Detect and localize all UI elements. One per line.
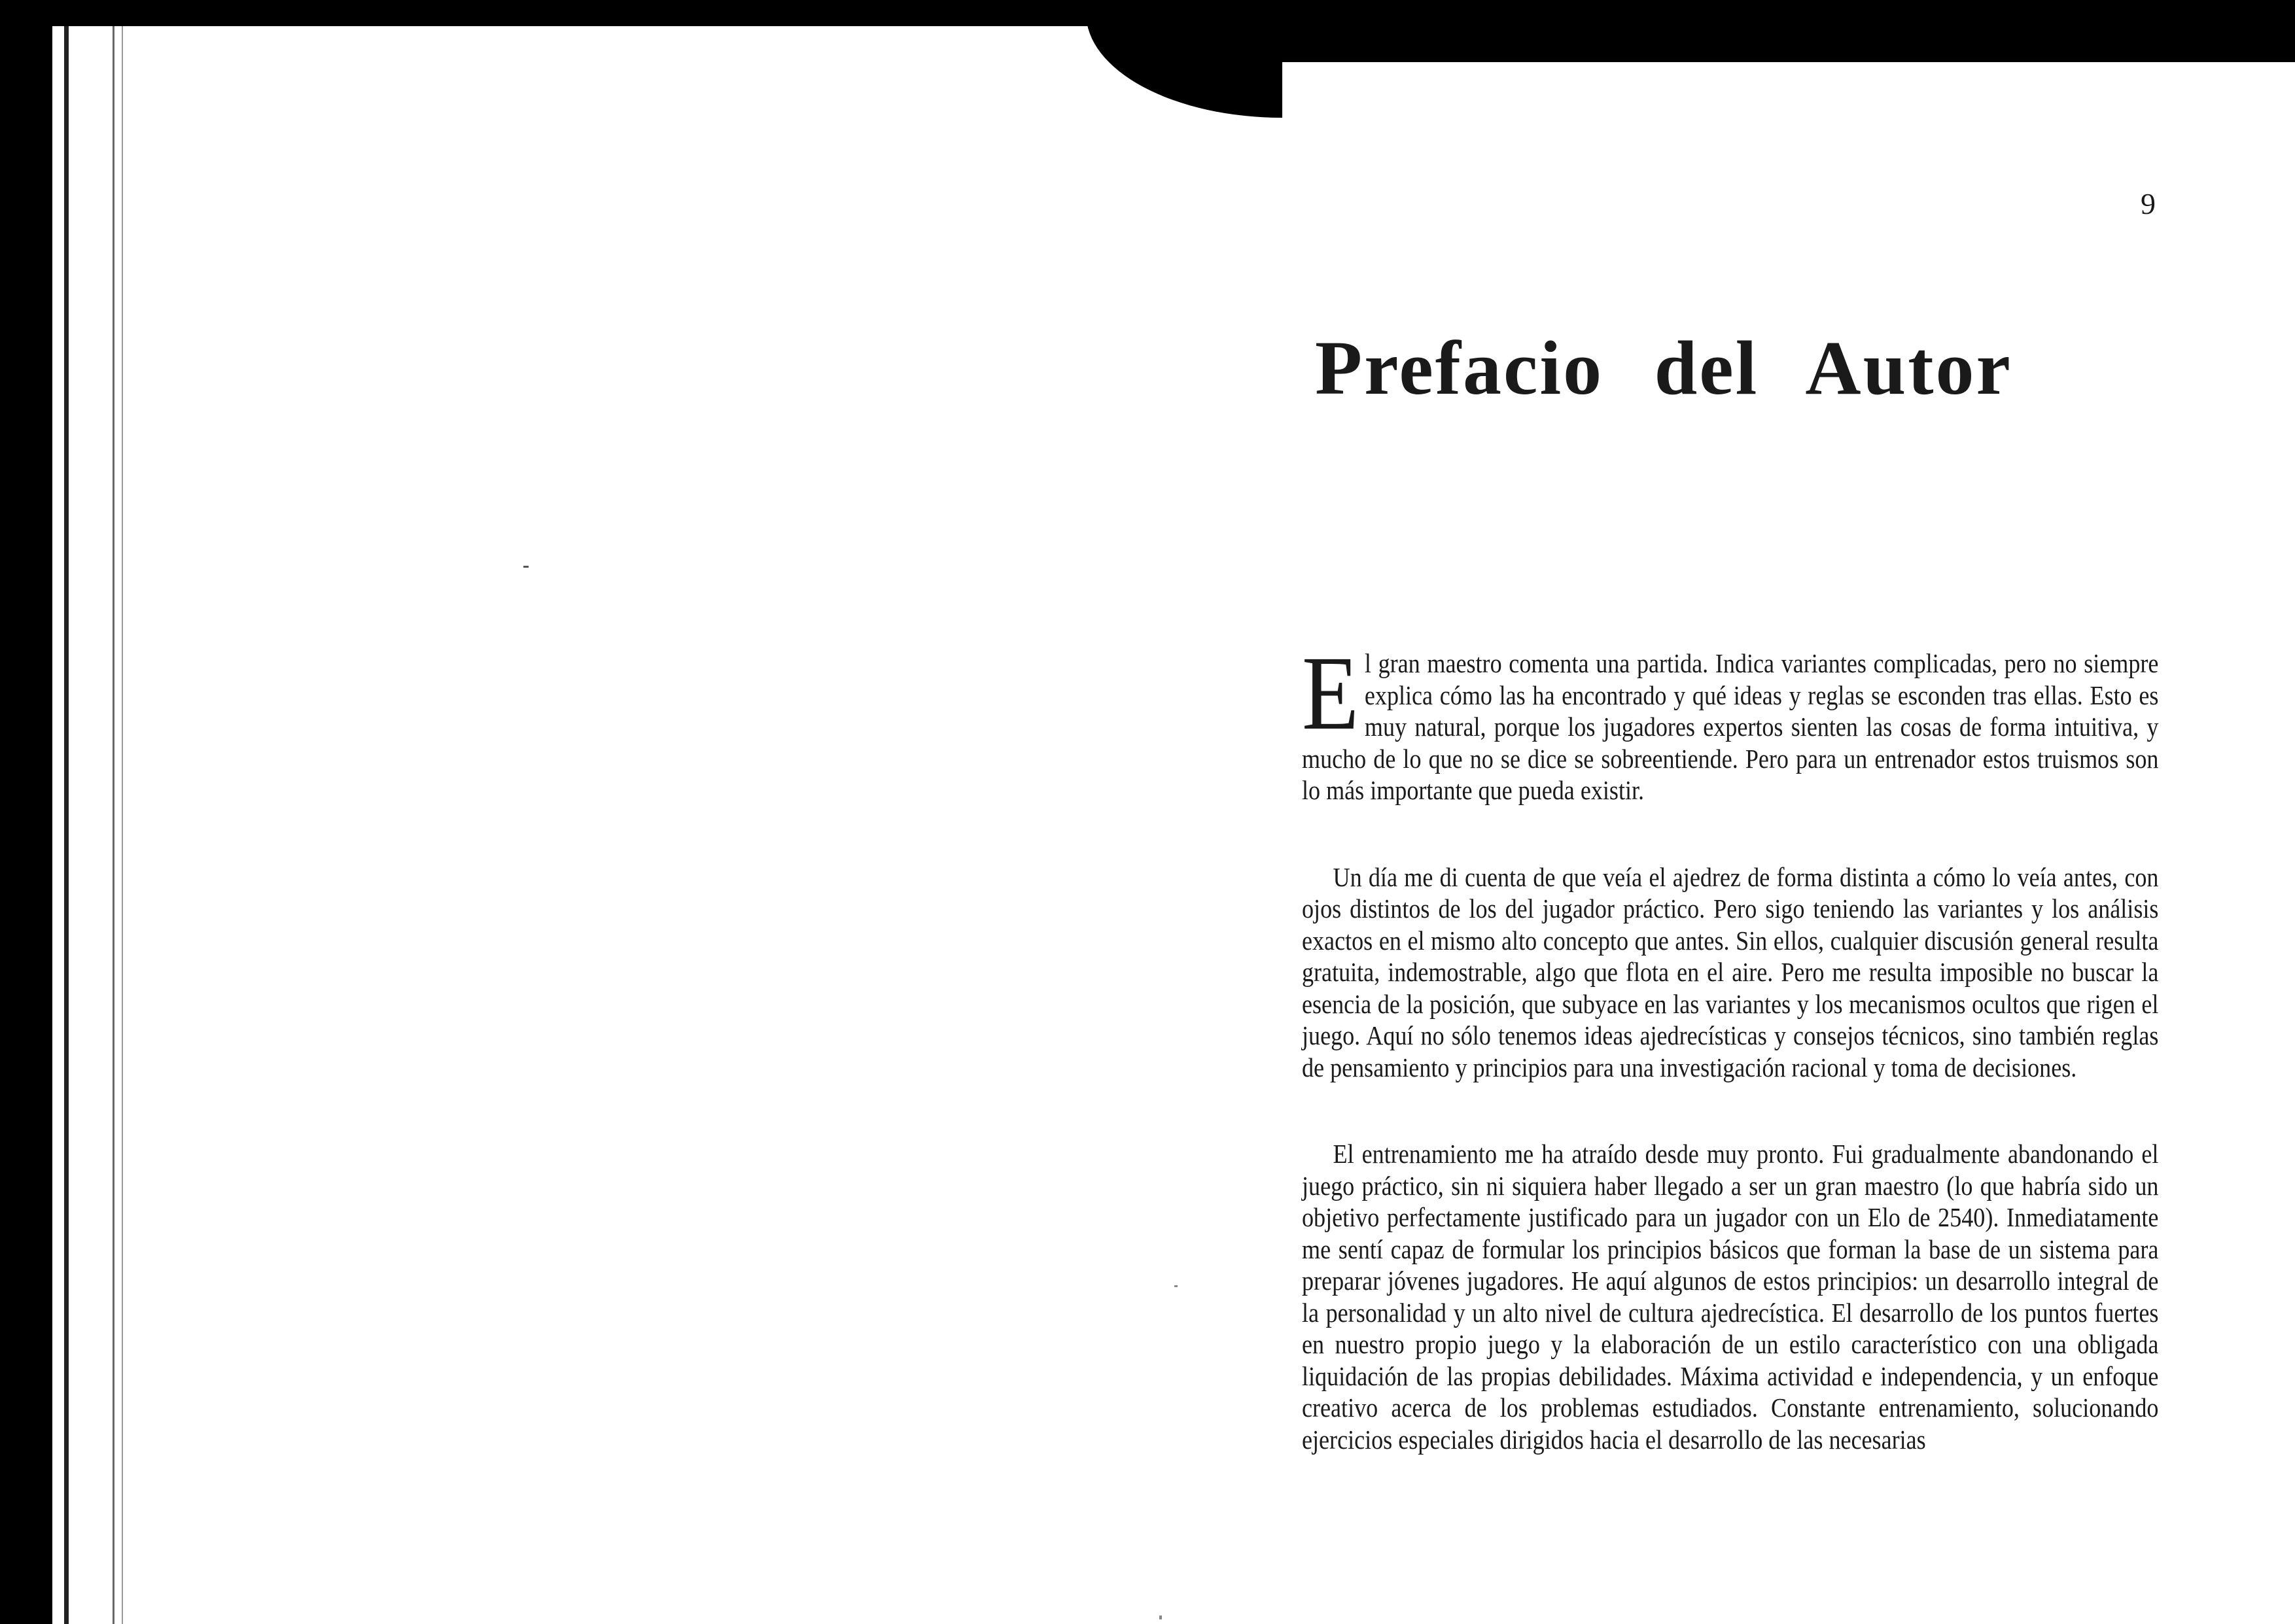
page-number: 9 bbox=[2141, 187, 2156, 220]
paragraph bbox=[1302, 635, 2159, 806]
scan-speck bbox=[523, 566, 529, 568]
scan-speck bbox=[1174, 1285, 1178, 1287]
book-gutter-line bbox=[122, 26, 123, 1624]
scan-speck bbox=[1159, 1615, 1162, 1619]
paragraph: El entrenamiento me ha atraído desde muy pronto. Fui gradualmente abandonando el juego práctico, sin ni siquiera haber llegado a ser un gran maestro (lo que habría sido un objetivo perfectamente justificado para un jugador con un Elo de 2540). Inmediatamente me sentí capaz de formular los principios básicos que forman la base de un sistema para preparar jóvenes jugadores. He aquí algunos de estos principios: un desarrollo integral de la personalidad y un alto nivel de cultura ajedrecística. El desarrollo de los puntos fuertes en nuestro propio juego y la elaboración de un estilo característico con una obligada liquidación de las propias debilidades. Máxima actividad e independencia, y un enfoque creativo acerca de los problemas estudiados. Constante entrenamiento, solucionando ejercicios especiales dirigidos hacia el desarrollo de las necesarias bbox=[1302, 1139, 2159, 1455]
scan-border-curve bbox=[1086, 13, 1282, 118]
body-text bbox=[1302, 635, 2159, 1510]
scan-border-left bbox=[0, 0, 52, 1624]
paragraph: Un día me di cuenta de que veía el ajedrez de forma distinta a cómo lo veía antes, con ojos distintos de los del jugador práctico. Pero sigo teniendo las variantes y los análisis exactos en el mismo alto concepto que antes. Sin ellos, cualquier discusión general resulta gratuita, indemostrable, algo que flota en el aire. Pero me resulta imposible no buscar la esencia de la posición, que subyace en las variantes y los mecanismos ocultos que rigen el juego. Aquí no sólo tenemos ideas ajedrecísticas y consejos técnicos, sino también reglas de pensamiento y principios para una investigación racional y toma de decisiones. bbox=[1302, 861, 2159, 1082]
scan-border-top-right bbox=[1191, 0, 2295, 62]
book-gutter-line bbox=[113, 26, 114, 1624]
book-gutter-line bbox=[64, 26, 69, 1624]
chapter-title: Prefacio del Autor bbox=[1315, 325, 2012, 411]
paragraph-text: l gran maestro comenta una partida. Indica variantes complicadas, pero no siempre explica cómo las ha encontrado y qué ideas y reglas se esconden tras ellas. Esto es muy natural, porque los jugadores expertos sienten las cosas de forma intuitiva, y mucho de lo que no se dice se sobreentiende. Pero para un entrenador estos truismos son lo más importante que pueda existir. bbox=[1302, 648, 2159, 805]
scan-border-top-left bbox=[0, 0, 1197, 26]
drop-cap: E bbox=[1302, 635, 1359, 752]
